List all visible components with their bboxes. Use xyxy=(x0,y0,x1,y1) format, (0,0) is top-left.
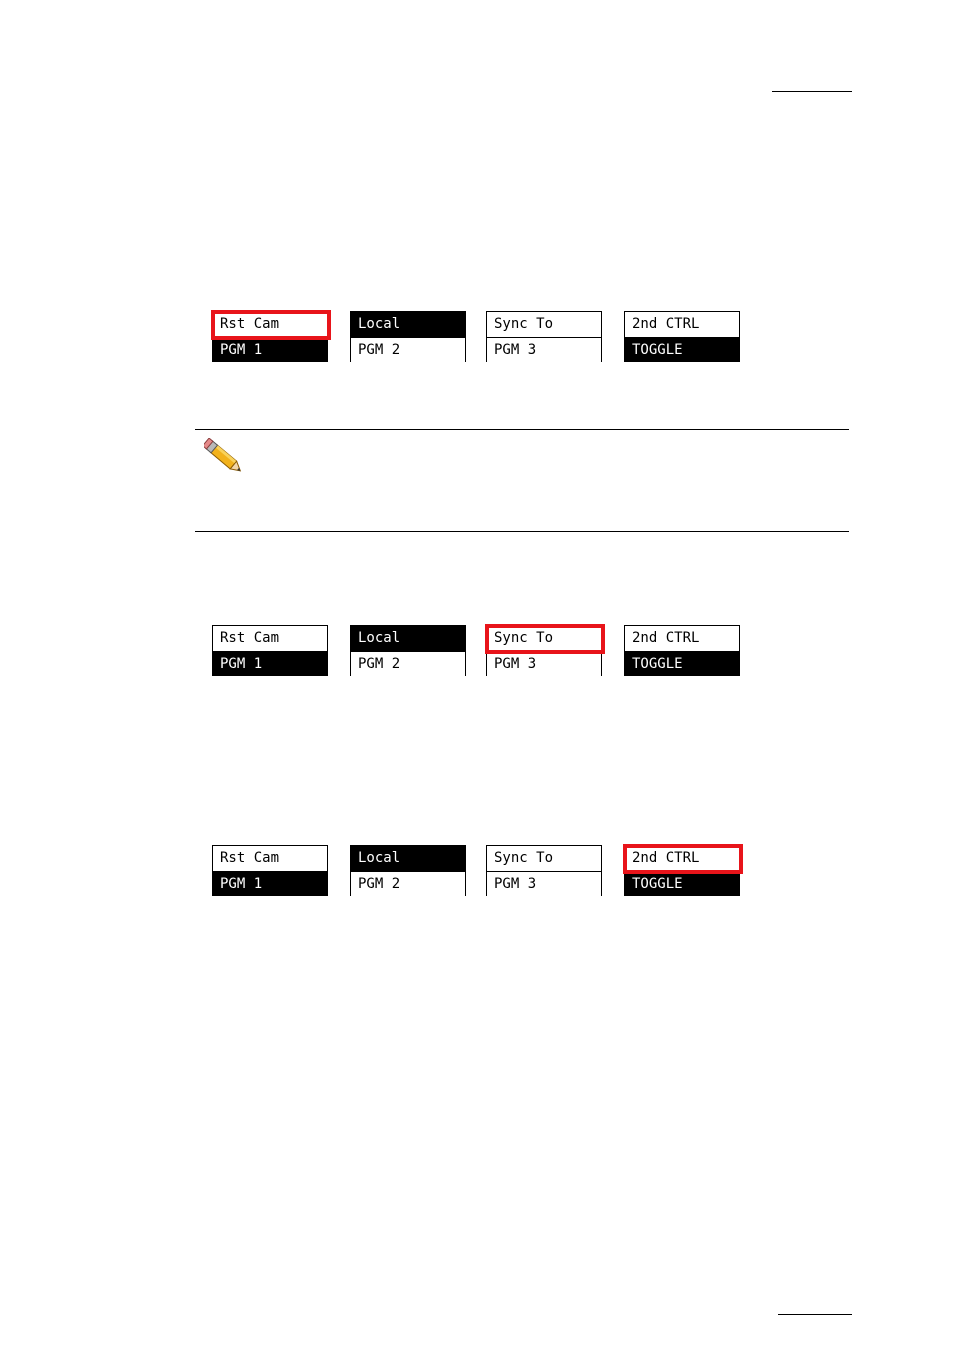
softkey-top-label: 2nd CTRL xyxy=(625,312,739,337)
softkey-top-label: 2nd CTRL xyxy=(625,626,739,651)
softkey-3[interactable] xyxy=(486,625,602,676)
softkey-2[interactable] xyxy=(350,625,466,676)
softkey-top-label: Sync To xyxy=(487,626,601,651)
softkey-bottom-label: PGM 2 xyxy=(351,337,465,362)
softkey-top-label: 2nd CTRL xyxy=(625,846,739,871)
softkey-bottom-label: PGM 3 xyxy=(487,337,601,362)
softkey-3[interactable] xyxy=(486,845,602,896)
softkey-top-label: Local xyxy=(351,312,465,337)
softkey-1[interactable] xyxy=(212,625,328,676)
note-bottom-rule xyxy=(195,531,849,532)
softkey-top-label: Rst Cam xyxy=(213,846,327,871)
softkey-4[interactable] xyxy=(624,311,740,362)
softkey-4[interactable] xyxy=(624,625,740,676)
header-rule xyxy=(772,91,852,92)
note-top-rule xyxy=(195,429,849,430)
key-row-3 xyxy=(212,845,740,897)
softkey-bottom-label: PGM 2 xyxy=(351,871,465,896)
softkey-2[interactable] xyxy=(350,845,466,896)
softkey-1[interactable] xyxy=(212,311,328,362)
key-row-1 xyxy=(212,311,740,363)
softkey-top-label: Sync To xyxy=(487,312,601,337)
softkey-4[interactable] xyxy=(624,845,740,896)
softkey-bottom-label: PGM 2 xyxy=(351,651,465,676)
softkey-top-label: Rst Cam xyxy=(213,626,327,651)
softkey-bottom-label: PGM 1 xyxy=(213,871,327,896)
softkey-bottom-label: TOGGLE xyxy=(625,651,739,676)
softkey-bottom-label: PGM 3 xyxy=(487,871,601,896)
footer-rule xyxy=(778,1314,852,1315)
key-row-2 xyxy=(212,625,740,677)
softkey-bottom-label: TOGGLE xyxy=(625,337,739,362)
softkey-bottom-label: PGM 1 xyxy=(213,651,327,676)
softkey-3[interactable] xyxy=(486,311,602,362)
softkey-bottom-label: PGM 1 xyxy=(213,337,327,362)
softkey-top-label: Rst Cam xyxy=(213,312,327,337)
softkey-top-label: Sync To xyxy=(487,846,601,871)
softkey-bottom-label: TOGGLE xyxy=(625,871,739,896)
softkey-1[interactable] xyxy=(212,845,328,896)
softkey-top-label: Local xyxy=(351,626,465,651)
pencil-icon xyxy=(204,438,246,478)
softkey-top-label: Local xyxy=(351,846,465,871)
softkey-bottom-label: PGM 3 xyxy=(487,651,601,676)
softkey-2[interactable] xyxy=(350,311,466,362)
